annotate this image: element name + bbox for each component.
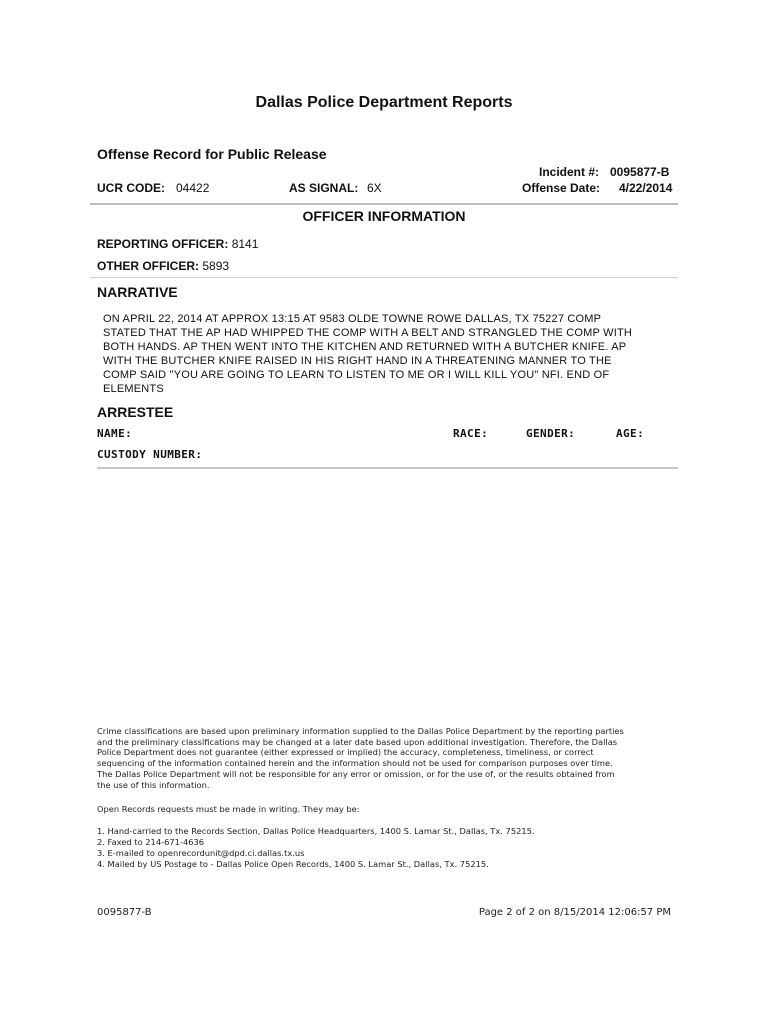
open-records-intro: Open Records requests must be made in writing. They may be: — [97, 804, 360, 814]
reporting-officer-label: REPORTING OFFICER: — [97, 237, 229, 251]
ucr-code-value: 04422 — [176, 181, 210, 195]
narrative-heading: NARRATIVE — [97, 284, 178, 300]
open-records-method: 4. Mailed by US Postage to - Dallas Police Open Records, 1400 S. Lamar St., Dallas, Tx. 75215. — [97, 859, 489, 869]
open-records-method: 3. E-mailed to openrecordunit@dpd.ci.dallas.tx.us — [97, 848, 305, 858]
arrestee-race-label: RACE: — [453, 427, 489, 440]
arrestee-divider — [97, 467, 678, 469]
footer-page-info: Page 2 of 2 on 8/15/2014 12:06:57 PM — [478, 907, 671, 918]
header-divider — [90, 203, 678, 205]
reporting-officer-value: 8141 — [231, 237, 259, 251]
report-subtitle: Offense Record for Public Release — [97, 146, 327, 162]
officer-divider — [90, 277, 678, 278]
incident-label: Incident #: — [539, 165, 600, 179]
offense-date-value: 4/22/2014 — [619, 181, 673, 195]
disclaimer-paragraph: Crime classifications are based upon preliminary information supplied to the Dallas Police Department by the reporting parties and the preliminary classifications may be changed at a later date based upon additional investigation. Therefore, the Dallas Police Department does not guarantee (either expressed or implied) the accuracy, completeness, timeliness, or correct sequencing of the information contained herein and the information should not be used for comparison purposes over time. The Dallas Police Department will not be responsible for any error or omission, or for the use of, or the results obtained from the use of this information. — [97, 726, 624, 790]
custody-number-label: CUSTODY NUMBER: — [97, 448, 203, 461]
officer-information-heading: OFFICER INFORMATION — [302, 208, 466, 224]
footer-incident-number: 0095877-B — [97, 907, 152, 918]
arrestee-gender-label: GENDER: — [526, 427, 576, 440]
arrestee-age-label: AGE: — [616, 427, 645, 440]
other-officer-label: OTHER OFFICER: — [97, 259, 199, 273]
as-signal-value: 6X — [367, 181, 382, 195]
other-officer-value: 5893 — [202, 259, 230, 273]
incident-value: 0095877-B — [610, 165, 670, 179]
offense-date-label: Offense Date: — [522, 181, 601, 195]
ucr-code-label: UCR CODE: — [97, 181, 165, 195]
open-records-method: 1. Hand-carried to the Records Section, Dallas Police Headquarters, 1400 S. Lamar St., Dallas, Tx. 75215. — [97, 826, 535, 836]
reporting-officer — [97, 237, 258, 251]
arrestee-name-label: NAME: — [97, 427, 133, 440]
other-officer — [97, 259, 229, 273]
report-title: Dallas Police Department Reports — [255, 94, 513, 111]
open-records-method: 2. Faxed to 214-671-4636 — [97, 837, 205, 847]
arrestee-heading: ARRESTEE — [97, 404, 174, 420]
narrative-text: ON APRIL 22, 2014 AT APPROX 13:15 AT 9583 OLDE TOWNE ROWE DALLAS, TX 75227 COMP STATED THAT THE AP HAD WHIPPED THE COMP WITH A BELT AND STRANGLED THE COMP WITH BOTH HANDS. AP THEN WENT INTO THE KITCHEN AND RETURNED WITH A BUTCHER KNIFE. AP WITH THE BUTCHER KNIFE RAISED IN HIS RIGHT HAND IN A THREATENING MANNER TO THE COMP SAID "YOU ARE GOING TO LEARN TO LISTEN TO ME OR I WILL KILL YOU" NFI. END OF ELEMENTS — [103, 313, 633, 395]
as-signal-label: AS SIGNAL: — [289, 181, 359, 195]
